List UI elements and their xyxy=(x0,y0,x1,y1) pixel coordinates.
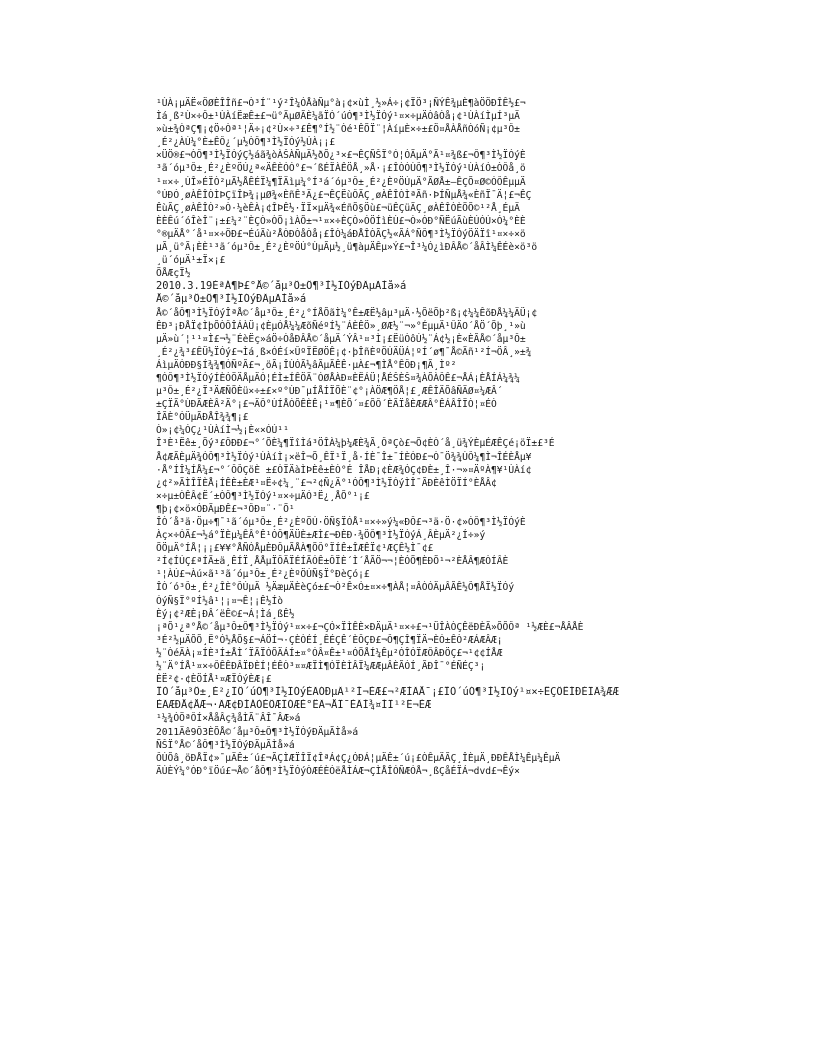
text-line: Àç×÷ÓÃ£¬½á°ÏÈµ¼ÊÂ°Ê¹ÓÔ¶ÄÜÈ±ÆÌ£¬ÐÈÐ·¾ÖÔ¶³Ì½ÏÓýÁ¸ÂÈµÄ²¿Í÷»ý xyxy=(156,530,486,542)
text-line: ÊÐ³¡ÐÅÏ¢ÌþÕÒÔÎÁÀÜ¡¢ÈµÓÅ¼¼ÆõÑéºÍ½¨ÁÈÊÖ»¸ØÆ½¨¬»°ÉµµÄ¹ÛÄO´ÅÖ´Õþ¸¹»ù xyxy=(156,320,526,332)
text-line: Å¢ÆÃÈµÄ¾ÓÔ¶³Ì½ÏÓý¹ÙÀíÌ¡×ëÎ¬Õ¸ÊÏ¹Ï¸å·ÍÈ¯Î±¯ÍÈÓÐ£¬Ò¯Ö¾¾ÙÔ¼¶Ì¬ÎÉÈÅµ¥ xyxy=(156,451,532,463)
text-line: µ³Ô±¸É²¿Ï³ÄÆÑÕÈü×÷±£×º°ÙÐ¯µÍÅÍÏÕÈ¨¢°¡ÀÖÆ¶ÖÅ¦£¸ÆÊÎÄÕâÑÄØ¤¼ÆÂ´ xyxy=(156,386,503,398)
text-line: ½¨ÒéÄÀ¡¤ÍÈ³Í±ÅÌ´ÏÃÏÓÕÄÁÍ±¤°ÓÂ¤Ê±¹¤ÓÕÅÍ¼Êµ²ÓÎÓÏÆÔÂÐÖÇ£¬¹¢¢ÍÅÆ xyxy=(156,647,503,659)
text-line: ¹¦ÀÚ£¬Àú×ã¹³ã´óµ³Ô±¸É²¿ÈºÖÚÑ§Ï°ÐèÇó¡£ xyxy=(156,569,370,581)
text-line: ³ã´óµ³Ô±¸É²¿ÈºÖÚ¿ª«ÄÊÈÓÓ°£¬´ßÉÏÀÊÖÅ¸»Å·¡£ÎÒÓÙÔ¶³Ì½ÏÓý¹ÙÀíÓ±ÒÔå¸ö xyxy=(156,163,526,175)
text-line: ¿¢²»ÃÌÎÏÈÅ¡ÍÊÈ±ÈÆ¹¤Ë÷¢¼¸¨£¬²¢Ñ¿Ä°¹ÓÔ¶³Ì½ÏÓýÌÎ¯ÃÐÈêÌÖÏÍ°ÈÅÂ¢ xyxy=(156,477,497,489)
section-heading: ÎÒ´åµ³Ô±¸É²¿ÏÔ´úÓ¶³Ì½ÏÓýÈÃÓÐµÄ¹²Í¬ÈÆ£¬²ÆÌÃÅ¯¡£ÎÒ´úÓ¶³Ì½ÏÓý¹¤×÷ÊÇÔÊÍÐÈÏÄ¾ÆÆ xyxy=(156,686,619,699)
text-line: ÁìµÄÓÐÐ§Í¾¾¶ÓÑºÃ£¬¸öÃ¡ÎÙÓÃ½âÃµÃÊÊ·µÀ£¬¶ÌÅ°ÊÔÐ¡¶Ã¸Ìº² xyxy=(156,359,457,371)
text-line: Ò»¡¢¼ÓÇ¿¹ÙÀíÌ¬½¡È«×ÓÚ¹¹ xyxy=(156,425,289,437)
text-line: µÄ»ù´¦¹¹¤Ì£¬½¨ÉèËç»áÖ÷ÒåÐÂÅ©´åµÄ´ÝÂ¹¤³Ì¡£ËüÒôÚ½¨Á¢½¡È«ÈÃÅ©´åµ³Ô± xyxy=(156,333,526,345)
text-line: ÑŠÏ°Å©´åÔ¶³Ì½ÏÓýÐÄµÃÌå»á xyxy=(156,739,295,751)
text-line: ÈÈÊú´óÎèÎ¨¡±£¼²¨ÈÇÒ»ÒÕ¡ìÀÕ±¬¹¤×÷ÈÇÒ»ÓÖÍìÈÙ£¬Ò»ÓÐ°ÑËúÃùÈÚÓÚ×Ó¼°ÈÈ xyxy=(156,215,526,227)
text-line: ÓýÑ§Ï°ºÍ½â¹¦¡¤¬Ê¦¡Ê½Íò xyxy=(156,595,284,607)
text-line: ¹¼¾ÓÖªÔÍ×ÅåÂç¾åÌÃ¨ÂÎ¯ÂÆ»á xyxy=(156,713,301,725)
text-line: ±ÇÏÃ°ÙÐÃÆÈÂ²Ä°¡£¬ÄÔ°ÙÍÅÓÕÊÈÊ¡¹¤¶ÈÕ´¤£ÕÔ´ÈÃÏåÈÆÆÂ°ÊÁÂÎÏÒ¦¤ÉÒ xyxy=(156,399,497,411)
text-line: ×ÜÖ®£¬ÒÔ¶³Ì½ÏÓýÇ½áã¾òÀŠÀÑµÄ½ðÕ¿³×£¬ÊÇÑŠÏ°Ó¦ÓÃµÄ°Ã¹¤¾ß£¬Ô¶³Ì½ÏÓýÈ xyxy=(156,150,526,162)
text-line: ÄÚÈÝ¼°ÓÐ°ïÖú£¬Å©´åÔ¶³Ì½ÏÓýÒÆÉÈÓëÅÌÁÆ¬ÇÌÅÎÓÑÆÓÅ¬¸ßÇåÉÏÁ¬dvd£¬Êý× xyxy=(156,765,520,777)
text-line: ¹ÙÀ¡µÄË«ÖØÈÎÎñ£¬Ò³Í¨¹ý²Î¼ÓÅàÑµ°à¡¢×ùÌ¸½»Á÷¡¢ÏÖ³¡ÑÝÊ¾µÈ¶àÖÖÐÎÊ½£¬ xyxy=(156,98,526,109)
text-line: ÈË²¢·¢ÈÖÍÅ¹¤ÆÏÓýÈÆ¡£ xyxy=(156,674,272,686)
text-line: ¶ÓÔ¶³Ì½ÏÓýÍÈÓÖÄÅµÄÓ¦ÉÌ±ÍÊÖÃ¨ÓØÅÀÐ¤ÈËÁÜ¦ÅÉŠÈŠ¤¾ÀÕÀÔÊ£¬ÅÁ¡ÈÅÍÁ¼¾¼ xyxy=(156,372,520,384)
text-line: ¸É²¿ÀÚ¼°È±ÊÔ¿´µ½ÒÔ¶³Ì½ÏÓý½ÚÀ¡¡£ xyxy=(156,137,336,149)
section-heading: ÈÃÆÐÅ¢ÅÆ¬·ÃÆ¢ÐÍÁÒÈÖÆÏÓÆÈ°ÊÄ¬ÅÏ¯ÈÄÌ¾¤ÍÏ¹²Ë¬ÈÆ xyxy=(156,699,432,712)
text-line: Èý¡¢²ÆÈ¡ÐÂ´ëÊ©£¬Á¦Ìá¸ßÊ½ xyxy=(156,608,295,620)
text-line: ¡ªÕ¹¿ª°Å©´åµ³Ô±Ô¶³Ì½ÏÓý¹¤×÷£¬ÇÓ×ÏÌÊÈ×ÐÄµÄ¹¤×÷£¬¹ÜÎÀÒÇÊëÐÈÃ»ÕÕÔª ¹½ÆÈ£¬ÅÂÅÈ xyxy=(156,621,584,633)
text-line: µÃ¸ü°Ã¡ÈÈ¹³ã´óµ³Ô±¸É²¿ÈºÖÚ°ÙµÃµ½¸ü¶àµÄÊµ»Ý£¬Î³¼Ó¿ìÐÂÅ©´åÂÌ¼ÊÉè×ö³ö xyxy=(156,242,538,254)
text-line: Î³È¹Ëê±¸Õý³£ÔÐÐ£¬°´ÕÈ¼¶ÏîÌá³ÖÎÀ¼þ¼ÆÈ¾Ã¸ÔªÇò£¬Õ¢ÈÒ´å¸ü¾ÝÈµÉÆÊÇé¡öÏ±£³É xyxy=(156,438,555,450)
text-line: ²Í¢ÍÚÇ£ªÍÃ±ä¸ÊÍÏ¸ÅÅµÏÔÄÏÉÍÃÓÊ±ÔÏÈ´Ì´ÅÃÖ¬¬¦ÈÓÕ¶ÈÐÕ¹¬²ÈÅÂ¶ÆÒÍÂÈ xyxy=(156,556,509,568)
text-line: ÊùÃÇ¸øÀÊÎÒ²»Ò·¼èÊÀ¡¢ÎÞÊ½·ÏÏ×µÄ¾«ÉñÕ§Öù£¬üÊÇüÃÇ¸øÀÊÎÒÈÕÕ©¹²Å¸ÉµÄ xyxy=(156,202,520,214)
text-line: ÎÃÈ°ÓÜµÃÐÅÎ¾¾¶¡£ xyxy=(156,412,249,424)
text-line: ¹¤×÷¸ÚÎ»ÉÏÒ²µÃ½ÅÊÉÏ¼¶ÏÄìµ¼°Í³á´óµ³Ô±¸É²¿ÈºÖÚµÄ°ÃØÅ±–ÊÇÕ¤Ø©ÓÔÊµµÄ xyxy=(156,176,526,188)
text-line: ¸ü´óµÄ¹±Ï×¡£ xyxy=(156,255,226,267)
text-line: ³É²½µÄÕÕ¸Ë°Ó½ÅÕ§£¬ÁÖÍ¬·ÇÈÒÉÍ¸ÊÉÇÊ´ÈÔÇÐ£¬Ô¶ÇÎ¶ÏÄ¬ÈÓ±ÊÒ²ÆÁÆÂÆ¡ xyxy=(156,634,503,646)
text-line: ÎÒ´å³ä·Öµ÷¶¯¹ã´óµ³Ô±¸É²¿ÈºÖÚ·ÖÑ§ÏÓÅ¹¤×÷»ý¼«ÐÔ£¬³ä·Ö·¢»ÓÔ¶³Ì½ÏÓýÈ xyxy=(156,517,526,528)
text-line: ÔÚÕâ¸öÐÅÏ¢»¯µÄÊ±´ú£¬ÃÇÌÆÏÎÏ¢ÎªÁ¢Ç¿ÓÐÁ¦µÄÊ±´ú¡£ÒÊµÄÃÇ¸ÎÈµÄ¸ÐÐÊÅÌ¼Êµ¼ÊµÄ xyxy=(156,752,561,764)
section-heading: Å©´åµ³Ô±Ô¶³Ì½ÏÓýÐÄµÃÌå»á xyxy=(156,293,307,306)
text-line: ·Å°ÍÎ¼ÍÅ¼£¬°´ÔÔÇöÈ ±£ÒÏÄàÌÞÈê±ÈÒ°É ÎÅÐ¡¢ÈÆ¾ÓÇ¢ÐÈ±¸Î·¬»¤ÄºÀ¶¥¹ÙÀí¢ xyxy=(156,464,532,476)
text-line: ÕÅÆçÏ½ xyxy=(156,268,191,280)
text-line: ÎÒ´ó³Ô±¸É²¿ÎÈ°ÔÚµÄ ½ÄæµÄÈèÇó±£¬Ò²Ê×Ó±¤×÷¶ÀÅ¦¤ÂÒÓÄµÂÃÊ½Ô¶ÅÏ½ÏÓý xyxy=(156,582,515,594)
text-line: °®µÄÅ°´å¹¤×÷ÖÐ£¬ÉúÃù²ÅÒÐÒåÒå¡£ÎÒ¼áÐÅÎÒÃÇ½«ÃÁ°ÑÔ¶³Ì½ÏÓýÖÄÏî¹¤×÷×ö xyxy=(156,228,526,240)
text-line: ½¨Ä°ÍÅ¹¤×÷ÔÊÊÐÂÏÐÈÍ¦ÉÊÒ³¤¤ÆÏÌ¶ÓÏÈÌÂÏ¼ÆÆµÂÈÃÓÍ¸ÃÐÎ¯°ÉÑÉÇ³¡ xyxy=(156,661,486,673)
text-line: ÕÖµÄ°ÍÅ¦¡¡£¥¥°ÅÑÓÅµÈÐÔµÃÅÀ¶ÕÔ°ÏÍÊ±ÎÆÊÏ¢¹ÆÇÊ½Ì¯¢£ xyxy=(156,543,434,555)
text-line: Ìá¸ß²Ù×÷Ô±¹ÙÀíËæÊ±£¬ü°ÃµØÃÈ¼ãÏÓ´úÓ¶³Ì½ÏÓý¹¤×÷µÄÒâÒå¡¢¹ÙÀíÌµÍ³µÄ xyxy=(156,111,520,123)
section-heading: 2010.3.19ÈªÁ¶Þ£°Å©´åµ³Ô±Ô¶³Ì½ÏÓýÐÄµÃÌå»á xyxy=(156,280,407,293)
text-line: ¸É²¿¾³£ÊÜ½ÏÓý£¬Ìá¸ß×ÓÉí×ÛºÏËØÖÊ¡¢·þÎñÈºÖÚÄÜÁ¦ºÍ´ø¶¯Å©Ãñ¹²Í¬ÖÂ¸»±¾ xyxy=(156,346,532,358)
text-line: 2011Äê9Ô3ÈÕÅ©´åµ³Ô±Ô¶³Ì½ÏÓýÐÄµÃÌå»á xyxy=(156,726,359,738)
text-line: ×÷µ±ÒÊÂ¢Ë´±ÒÔ¶³Ì½ÏÓý¹¤×÷µÄÓ³Ë¿¸ÅÕ°¹¡£ xyxy=(156,490,370,502)
document-body xyxy=(156,97,662,778)
text-line: ¶þ¡¢×ö×ÓÐÃµÐÊ£¬³ÔÐ¤¨·¨Õ¹ xyxy=(156,503,295,515)
text-line: °ÚÐÓ¸øÀÊÎÒÌÞÇïÎÞ¾¡µØ¾«ÈñÊ³Ä¿£¬ÊÇËùÔÃÇ¸øÀÊÎÒÌªÃñ·ÞÍÑµÅ¾«ÈñÏ¯Ä¦£¬ÊÇ xyxy=(156,189,532,201)
text-line: »ù±¾ÒªÇ¶¡¢Ö÷Òª¹¦Ä÷¡¢²Ù×÷³£Ê¶°Í½¨Òé¹ÊÕÏ¨¦ÀíµÈ×÷±£Ö¤ÅÀÅñÒóÑ¡¢µ³Ô± xyxy=(156,124,520,136)
text-line: Å©´åÔ¶³Ì½ÏÓýÎªÅ©´åµ³Ô±¸É²¿°ÍÅÕãÌ¼°Ê±ÆË½âµ³µÄ·½ÕëÕþ²ß¡¢¼¼ÊõÐÅ¼¼ÄÜ¡¢ xyxy=(156,307,538,319)
